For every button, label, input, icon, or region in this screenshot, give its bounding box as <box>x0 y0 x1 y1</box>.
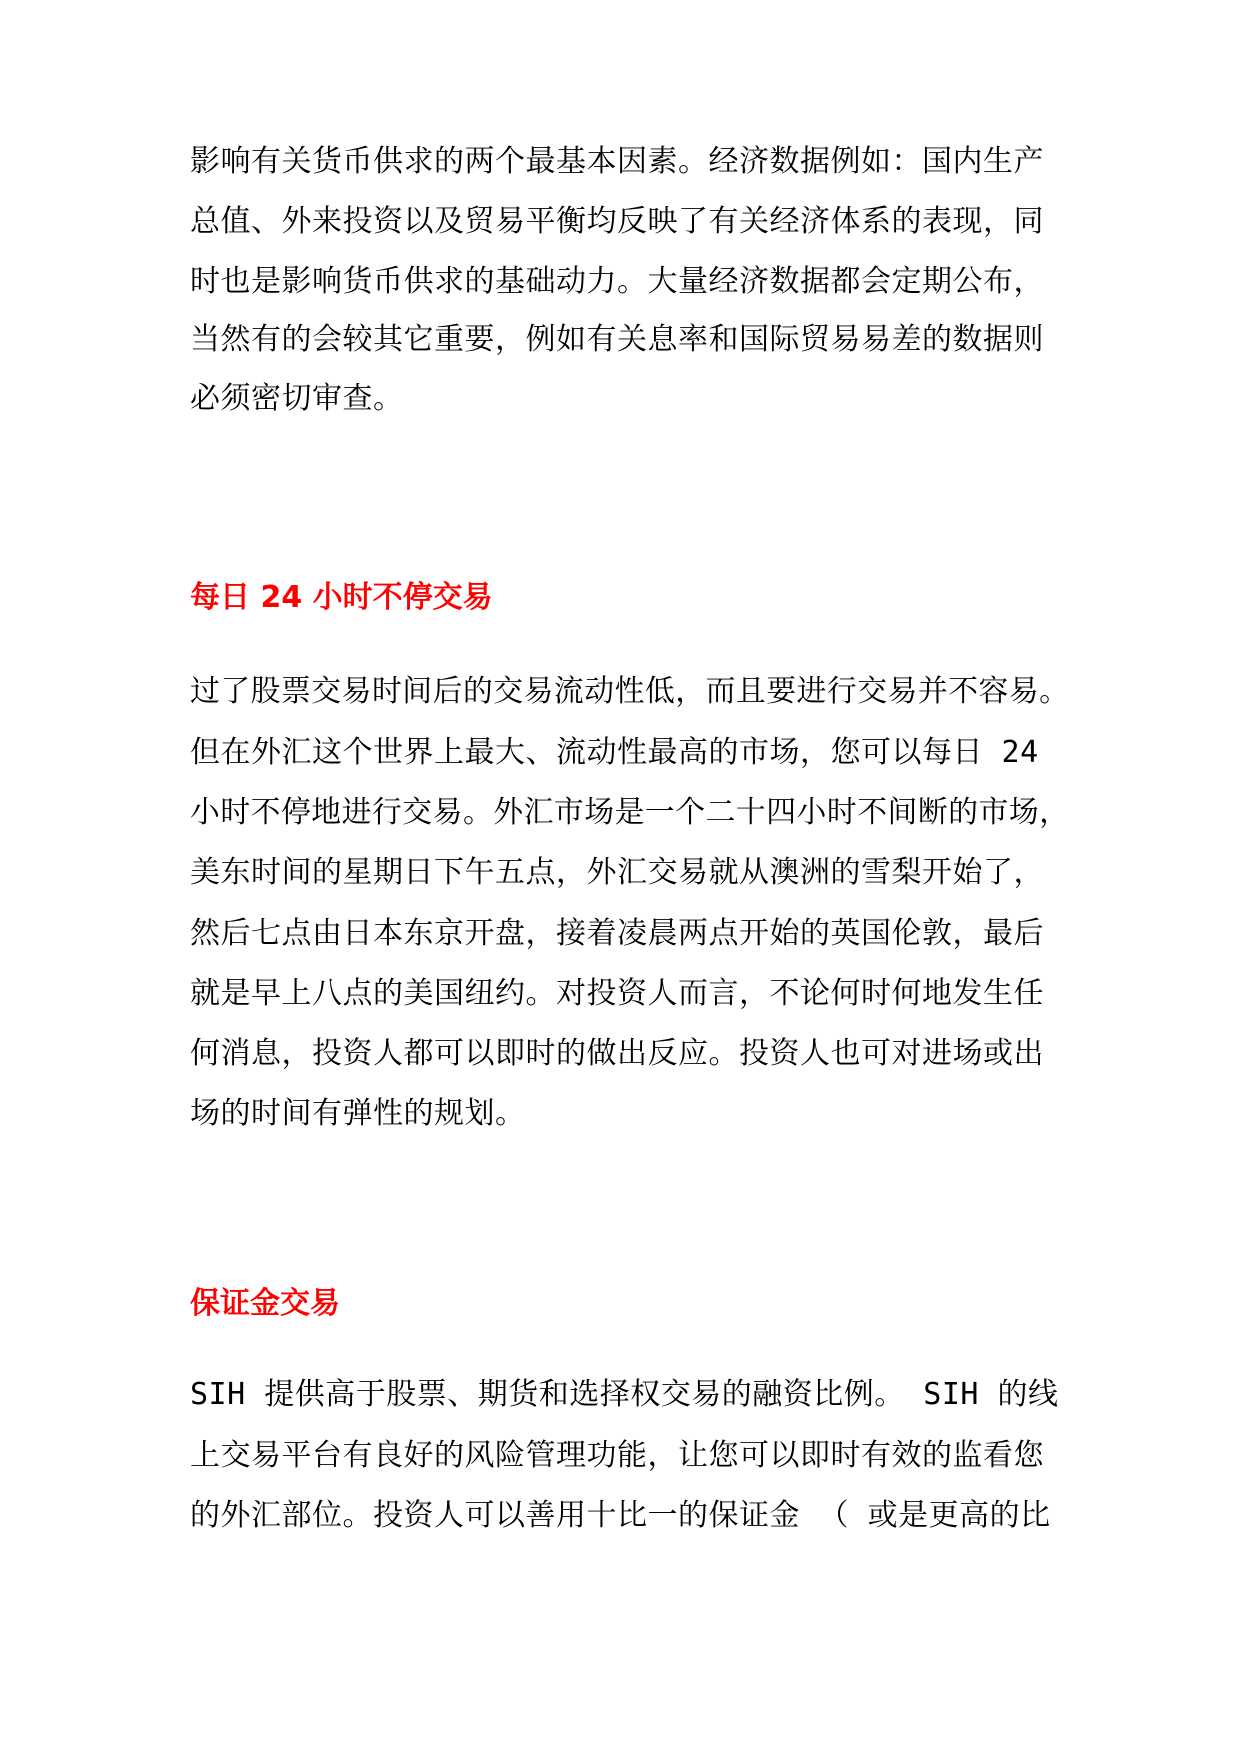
paragraph-line: 然后七点由日本东京开盘，接着凌晨两点开始的英国伦敦，最后 <box>190 916 1044 951</box>
paragraph-line: 时也是影响货币供求的基础动力。大量经济数据都会定期公布， <box>190 264 1044 299</box>
paragraph-line: 场的时间有弹性的规划。 <box>190 1096 526 1131</box>
paragraph-line: 的外汇部位。投资人可以善用十比一的保证金 （ 或是更高的比 <box>190 1498 1051 1533</box>
paragraph-line: 小时不停地进行交易。外汇市场是一个二十四小时不间断的市场， <box>190 795 1070 830</box>
paragraph-line: 当然有的会较其它重要，例如有关息率和国际贸易易差的数据则 <box>190 322 1044 357</box>
section-heading-24h-trading: 每日 24 小时不停交易 <box>190 580 493 615</box>
paragraph-line: 影响有关货币供求的两个最基本因素。经济数据例如：国内生产 <box>190 144 1044 179</box>
paragraph-line: 上交易平台有良好的风险管理功能，让您可以即时有效的监看您 <box>190 1438 1044 1473</box>
paragraph-line: SIH 提供高于股票、期货和选择权交易的融资比例。 SIH 的线 <box>190 1377 1059 1412</box>
paragraph-line: 总值、外来投资以及贸易平衡均反映了有关经济体系的表现，同 <box>190 204 1044 239</box>
paragraph-line: 但在外汇这个世界上最大、流动性最高的市场，您可以每日 24 <box>190 735 1039 770</box>
paragraph-line: 美东时间的星期日下午五点，外汇交易就从澳洲的雪梨开始了， <box>190 855 1044 890</box>
paragraph-line: 就是早上八点的美国纽约。对投资人而言，不论何时何地发生任 <box>190 976 1044 1011</box>
paragraph-line: 必须密切审查。 <box>190 381 404 416</box>
paragraph-line: 何消息，投资人都可以即时的做出反应。投资人也可对进场或出 <box>190 1036 1044 1071</box>
paragraph-line: 过了股票交易时间后的交易流动性低，而且要进行交易并不容易。 <box>190 674 1070 709</box>
section-heading-margin-trading: 保证金交易 <box>190 1286 340 1321</box>
